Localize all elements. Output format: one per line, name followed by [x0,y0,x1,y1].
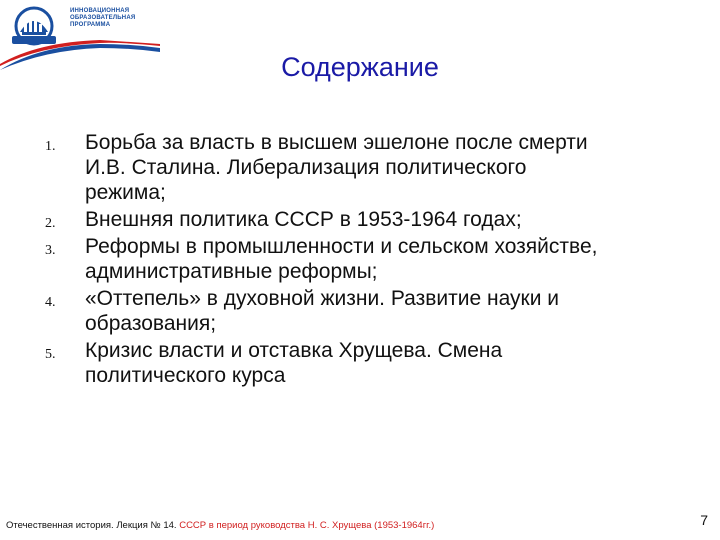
slide-title: Содержание [281,52,439,82]
agenda-line: «Оттепель» в духовной жизни. Развитие науки и [85,287,559,310]
agenda-item-number: 2. [45,216,56,231]
logo-line-2: ОБРАЗОВАТЕЛЬНАЯ [70,15,136,21]
agenda-item-number: 5. [45,347,56,362]
slide-footer [6,520,434,531]
agenda-item-text [85,208,522,231]
agenda-item [45,286,705,336]
agenda-item-number: 4. [45,295,56,310]
agenda-item-text [85,131,588,204]
footer-course: Отечественная история. Лекция № 14. [6,520,180,531]
agenda-line: Реформы в промышленности и сельском хозяйстве, [85,235,598,258]
agenda-item [45,234,705,284]
logo-line-3: ПРОГРАММА [70,22,111,28]
agenda-item-text [85,339,502,387]
agenda-line: И.В. Сталина. Либерализация политического [85,156,527,179]
agenda-item-number: 3. [45,243,56,258]
logo-program-name [70,8,160,29]
agenda-line: Кризис власти и отставка Хрущева. Смена [85,339,503,362]
logo-line-1: ИННОВАЦИОННАЯ [70,8,130,14]
footer-topic: СССР в период руководства Н. С. Хрущева (1953-1964гг.) [179,520,435,531]
agenda-item-number: 1. [45,139,56,154]
agenda-line: политического курса [85,364,286,387]
agenda-item [45,130,705,205]
agenda-item [45,207,705,232]
page-number: 7 [700,512,708,528]
agenda-item-text [85,287,559,335]
agenda-line: административные реформы; [85,260,378,283]
agenda-item [45,338,705,388]
agenda-line: Борьба за власть в высшем эшелоне после смерти [85,131,588,154]
agenda-item-text [85,235,597,283]
agenda-line: режима; [85,181,166,204]
agenda-line: образования; [85,312,217,335]
agenda-line: Внешняя политика СССР в 1953-1964 годах; [85,208,522,231]
agenda-list [45,130,705,390]
